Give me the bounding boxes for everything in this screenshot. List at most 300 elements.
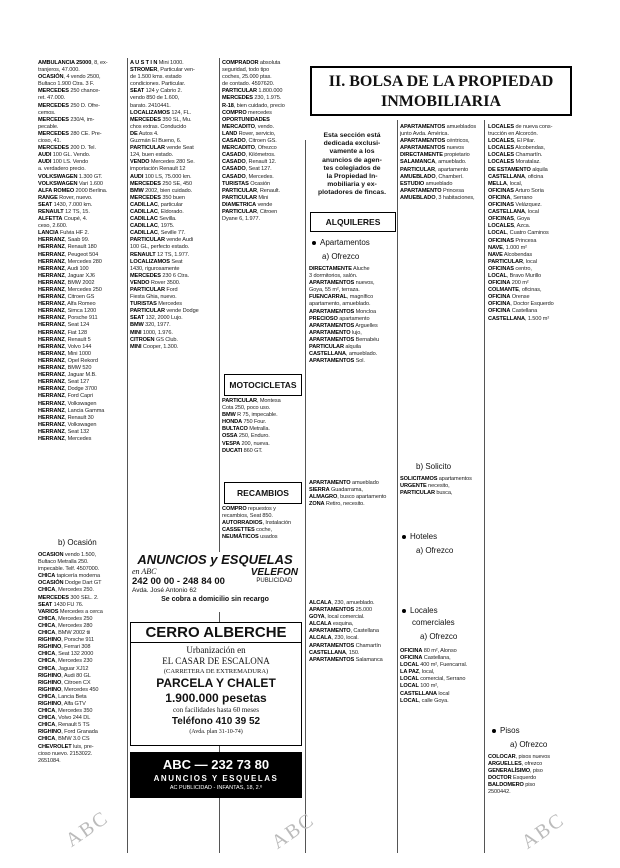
classified-line: AUDI 100 LS. Vendo — [38, 159, 89, 166]
classified-line: VENDO Rover 3500. — [130, 279, 181, 286]
classified-line: 124, buen estado. — [130, 152, 174, 159]
heading-locales-ofrezco: a) Ofrezco — [420, 632, 458, 641]
classified-line: AUDI 100 GL. Vendo. — [38, 152, 91, 159]
classified-line: ALMAGRO, busco apartamento — [309, 494, 387, 501]
classified-line: HERRANZ, Seat 132 — [38, 428, 90, 435]
header-title-line2: INMOBILIARIA — [380, 93, 501, 110]
classified-line: CHICA tapicería moderna — [38, 573, 101, 580]
ad-abc-line2: ANUNCIOS Y ESQUELAS — [153, 774, 279, 783]
classified-line: BULTACO Metralla. — [222, 426, 270, 433]
ad-abc-line3: AC PUBLICIDAD - INFANTAS, 18, 2.º — [169, 785, 263, 791]
classified-line: LOCALES de nueva cons- — [488, 124, 553, 130]
classified-line: MINI 1000, 1.976. — [130, 329, 173, 336]
classified-line: HERRANZ, Jaguar M.B. — [38, 372, 97, 379]
abc-watermark-stamp: ABC — [61, 806, 113, 852]
classified-line: LOCAL comercial, Serrano — [400, 676, 466, 683]
classified-line: HERRANZ, Volkswagen — [38, 400, 97, 407]
classified-line: OFICINAS Velázquez. — [488, 202, 542, 209]
classified-line: COLOCAR, pisos nuevos — [488, 754, 550, 760]
classified-line: OCASIÓN Dodge Dart GT — [38, 580, 102, 587]
heading-locales-sub: comerciales — [412, 618, 455, 627]
classified-line: Cota 250, poco uso. — [222, 405, 271, 412]
classified-line: DIAMETRICA vende — [222, 201, 273, 208]
classified-line: COMPRO repuestos y — [222, 506, 276, 512]
classified-line: cioso, 41. — [38, 138, 61, 145]
ad-cerro-title: CERRO ALBERCHE — [131, 623, 301, 643]
classified-line: R-18, bien cuidado, precio — [222, 102, 285, 109]
classified-line: MINI Cooper, 1.300. — [130, 343, 179, 350]
classified-line: PARTICULAR vende Dodge — [130, 308, 199, 315]
classified-line: CADILLAC, particular — [130, 201, 183, 208]
abc-watermark-stamp: ABC — [267, 808, 319, 854]
classified-line: RIGHINO, Ferrari 308 — [38, 644, 91, 651]
classified-line: HERRANZ, BMW 2002 — [38, 279, 95, 286]
classified-line: CASADO, Mercedes. — [222, 173, 274, 180]
classified-line: MERCEDES 250 chance- — [38, 88, 101, 95]
classified-line: 100 GL, perfecto estado. — [130, 244, 190, 251]
classified-line: PARTICULAR vende Audi — [130, 237, 194, 244]
bullet-icon — [312, 241, 316, 245]
classified-line: OFICINAS Arturo Soria — [488, 187, 544, 194]
classified-line: CHEVROLET luis, pre- — [38, 743, 94, 750]
classified-line: Bultaco 1.900 Ctra. 3 F. — [38, 81, 95, 88]
classified-line: DUCATI 860 GT. — [222, 447, 263, 454]
classified-line: HERRANZ, Volkswagen — [38, 421, 97, 428]
classified-line: STROMER, Particular ven- — [130, 67, 195, 74]
classified-line: CADILLAC, 1975. — [130, 223, 175, 230]
classified-line: TURISTAS Ocasión — [222, 180, 271, 187]
bullet-icon — [492, 729, 496, 733]
classified-line: HERRANZ, Renault 180 — [38, 244, 97, 251]
classified-line: HONDA 750 Four. — [222, 419, 267, 426]
classified-line: CASTELLANA, 1.500 m² — [488, 315, 550, 322]
classified-line: 3 dormitorios, salón. — [309, 273, 358, 280]
classified-line: PRECIOSO apartamento — [309, 315, 370, 322]
classified-line: COLMANTE, oficinas, — [488, 287, 542, 294]
classified-line: seguridad, todo tipo — [222, 67, 270, 74]
ad-cerro-l3: (CARRETERA DE EXTREMADURA) — [163, 668, 269, 675]
classified-line: LOCALES Chamartín. — [488, 152, 543, 159]
classified-line: APARTAMENTOS nuevos — [400, 145, 465, 152]
classified-line: MERCEDES 200 D. Tel. — [38, 145, 96, 152]
classified-line: ret. 47.000. — [38, 95, 66, 102]
classified-line: VOLKSWAGEN Vari 1.600 — [38, 180, 103, 187]
column-rule — [127, 58, 128, 853]
classified-line: RIGHINO, Mercedes 450 — [38, 686, 99, 693]
classified-line: A U S T I N Mini 1000. — [130, 60, 184, 66]
column-rule — [397, 120, 398, 853]
heading-hoteles-label: Hoteles — [410, 532, 438, 541]
classifieds-column-2 — [130, 60, 218, 550]
column-rule — [484, 120, 485, 853]
classified-line: RENAULT 12 TS, 1.977. — [130, 251, 190, 258]
ad-velefon — [128, 552, 302, 612]
classified-line: AMUEBLADO, 3 habitaciones, — [400, 194, 475, 201]
classified-line: LOCAL, calle Goya. — [400, 697, 449, 704]
classified-line: MERCEDES 250 SE, 450 — [130, 180, 193, 187]
classified-line: OFICINA Castellana, — [400, 655, 451, 662]
classified-line: LA PAZ, local, — [400, 669, 435, 676]
classified-line: RIGHINO, Audi 80 GL — [38, 672, 91, 679]
classified-line: HERRANZ, Fiat 128 — [38, 329, 87, 336]
classified-line: MERCEDES 230 6 Ctra. — [130, 272, 189, 279]
classified-line: OFICINA Orense — [488, 294, 530, 301]
classified-line: HERRANZ, Jaguar XJ6 — [38, 272, 95, 279]
heading-apartamentos — [312, 238, 370, 247]
classified-line: MELLA, local, — [488, 180, 523, 187]
classified-line: LOCALIZAMOS 124, FL. — [130, 109, 192, 116]
ad-abc-line1: ABC — 232 73 80 — [162, 757, 270, 772]
classified-line: PARTICULAR Ford — [130, 287, 178, 293]
classified-line: LOCAL 400 m², Fuencarral. — [400, 662, 468, 669]
ad-cerro-l1: Urbanización en — [186, 645, 246, 655]
classified-line: HERRANZ, Audi 100 — [38, 265, 89, 272]
classified-line: Guzmán El Bueno, 6. — [130, 138, 182, 145]
classified-line: AUTORRADIOS, Instalación — [222, 520, 292, 527]
classified-line: NEUMÁTICOS usados — [222, 534, 278, 541]
classifieds-column-3c — [222, 506, 304, 550]
classified-line: DIRECTAMENTE Aluche — [309, 266, 370, 272]
classifieds-column-4c — [309, 600, 396, 850]
ad-velefon-brand: VELEFON — [250, 567, 298, 578]
heading-hoteles — [402, 532, 437, 541]
classified-line: ARGUELLES, ofrezco — [488, 761, 543, 768]
classified-line: LOCALES, Azca. — [488, 223, 531, 230]
notice-line: Esta sección está — [323, 132, 381, 139]
classified-line: GENERALÍSIMO, piso — [488, 768, 543, 775]
classified-line: barato. 2410441. — [130, 102, 171, 109]
notice-block — [309, 132, 395, 198]
classified-line: de contado. 4597620. — [222, 81, 275, 88]
classified-line: CADILLAC Sevilla. — [130, 216, 177, 223]
classified-line: OFICINA Castellana — [488, 308, 538, 315]
classified-line: BMW R 75, impecable. — [222, 412, 278, 419]
ad-cerro-l2: EL CASAR DE ESCALONA — [162, 656, 270, 666]
classified-line: RIGHINO, Citroen CX — [38, 679, 91, 686]
classified-line: HERRANZ, Seat 127 — [38, 379, 90, 386]
classified-line: SEAT 1430 FU 76. — [38, 601, 84, 608]
notice-line: tes colegiados de — [323, 164, 381, 172]
heading-hoteles-ofrezco: a) Ofrezco — [416, 546, 454, 555]
classified-line: OFICINAS Princesa — [488, 237, 537, 244]
classified-line: CHICA, Mercedes 280 — [38, 622, 93, 629]
classified-line: VARIOS Mercedes a cerca — [38, 608, 103, 615]
classifieds-column-5 — [400, 124, 483, 434]
classified-line: HERRANZ, Renault 5 — [38, 336, 91, 343]
classified-line: Dyane 6, 1.977. — [222, 216, 260, 223]
classified-line: LOCALES Alcobendas, — [488, 145, 545, 152]
classified-line: APARTAMENTO, Castellana — [309, 628, 379, 635]
classified-line: CHICA, Jaguar XJ12 — [38, 665, 89, 672]
classified-line: ALCALA esquina, — [309, 621, 354, 628]
classified-line: CASTELLANA local — [400, 690, 450, 697]
classified-line: CHICA, Seat 132 2000 — [38, 651, 94, 658]
classified-line: OFICINA, Serrano — [488, 194, 533, 201]
heading-locales — [402, 606, 438, 615]
classified-line: cioso nuevo. 2153022. — [38, 750, 93, 757]
classified-line: 2500442. — [488, 789, 511, 796]
classified-line: HERRANZ, Alfa Romeo — [38, 301, 96, 308]
classified-line: trucción en Alcorcón. — [488, 131, 538, 138]
section-motocicletas: MOTOCICLETAS — [224, 374, 302, 396]
classified-line: AMUEBLADO, Chamberí. — [400, 173, 464, 180]
bullet-icon — [402, 609, 406, 613]
classified-line: SIERRA Guadarrama, — [309, 487, 363, 494]
classifieds-column-5c — [400, 648, 483, 848]
classifieds-column-3 — [222, 60, 304, 370]
section-recambios: RECAMBIOS — [224, 482, 302, 504]
classified-line: PARTICULAR vende Seat — [130, 145, 194, 152]
classified-line: OPORTUNIDADES — [222, 116, 270, 123]
classified-line: recambios, Seat 850. — [222, 513, 273, 520]
classified-line: CASTELLANA, 150. — [309, 649, 360, 656]
classified-line: CASADO, Renault 12. — [222, 159, 277, 166]
classified-line: PARTICULAR, Citroen — [222, 208, 278, 215]
classifieds-column-1 — [38, 60, 126, 538]
classified-line: APARTAMENTOS Sol. — [309, 358, 365, 365]
classified-line: OFICINAS, Goya — [488, 216, 530, 223]
classified-line: DE ESTAMENTO alquila — [488, 166, 548, 173]
classified-line: BMW 2002, bien cuidado. — [130, 187, 193, 194]
classified-line: HERRANZ, Porsche 911 — [38, 315, 98, 322]
classified-line: VESPA 200, nueva. — [222, 440, 270, 447]
bullet-icon — [402, 535, 406, 539]
heading-locales-label: Locales — [410, 606, 438, 615]
ad-cerro-l5: con facilidades hasta 60 meses — [173, 706, 259, 714]
section-alquileres: ALQUILERES — [310, 212, 396, 232]
classified-line: Fiesta Ghia, nuevo. — [130, 294, 177, 301]
classified-line: CASSETTES coche, — [222, 527, 273, 534]
classified-line: BALDOMERO piso — [488, 782, 536, 789]
classified-line: HERRANZ, Mercedes 280 — [38, 258, 102, 265]
classified-line: RIGHINO, Ford Granada — [38, 729, 98, 736]
classified-line: cemos. — [38, 109, 56, 116]
classified-line: CHICA, Mercedes 350 — [38, 708, 93, 715]
classified-line: ESTUDIO amueblado — [400, 180, 453, 187]
notice-line: vamente a los — [329, 148, 375, 156]
classified-line: CITROEN GS Club. — [130, 336, 178, 343]
ad-cerro-alberche — [130, 622, 302, 746]
classified-line: SEAT 1430, 7.000 km. — [38, 201, 93, 208]
classified-line: GOYA, local comercial. — [309, 614, 365, 621]
classifieds-column-1b — [38, 552, 126, 852]
classified-line: LAND Rover, servicio, — [222, 130, 276, 137]
classified-line: HERRANZ, Dodge 3700 — [38, 386, 98, 393]
classified-line: DE Autos 4. — [130, 130, 159, 137]
classified-line: HERRANZ, Lancia Gamma — [38, 407, 105, 414]
heading-pisos-label: Pisos — [500, 726, 520, 735]
ad-velefon-address: Avda. José Antonio 62 — [132, 587, 197, 594]
classified-line: CASADO, Citroen GS. — [222, 138, 277, 145]
classified-line: CHICA, Lancia Beta — [38, 693, 87, 700]
ad-velefon-en: en ABC — [132, 567, 157, 576]
column-rule — [305, 140, 306, 853]
classified-line: Bultaco Metralla 250. — [38, 559, 89, 566]
classifieds-column-5b — [400, 476, 483, 526]
classifieds-column-6 — [488, 124, 576, 694]
ad-cerro-price: 1.900.000 pesetas — [165, 691, 267, 705]
classified-line: ALCALA, 230, amueblado. — [309, 600, 375, 606]
classified-line: Goya, 55 m², terraza. — [309, 287, 360, 294]
heading-pisos-ofrezco: a) Ofrezco — [510, 740, 548, 749]
classified-line: PARTICULAR, local — [488, 258, 537, 265]
classified-line: APARTAMENTO lujo, — [309, 329, 362, 336]
classified-line: OSSA 250, Enduro. — [222, 433, 270, 440]
classified-line: CASADO, Kilómetros. — [222, 152, 276, 159]
header-title-line1: II. BOLSA DE LA PROPIEDAD — [328, 73, 554, 90]
classified-line: de 1.500 kms. estado — [130, 74, 182, 81]
notice-line: plotadores de fincas. — [318, 189, 386, 197]
classified-line: RANGE Rover, nuevo. — [38, 194, 93, 201]
classified-line: CASTELLANA, amueblado. — [309, 351, 378, 358]
classified-line: CADILLAC, Eldorado. — [130, 208, 184, 215]
notice-line: la Propiedad In- — [326, 173, 378, 181]
classified-line: HERRANZ, Simca 1200 — [38, 308, 97, 315]
classified-line: OFICINA, Doctor Esquerdo — [488, 301, 554, 308]
classified-line: vendo 850 de 1.600, — [130, 95, 180, 102]
classified-line: COMPRADOR absoluta — [222, 60, 281, 66]
classified-line: APARTAMENTO Princesa — [400, 187, 464, 194]
classified-line: APARTAMENTOS Bernabéu — [309, 336, 380, 343]
classified-line: AMBULANCIA 25000, 8, ex- — [38, 60, 108, 66]
classified-line: importación Renault 12 — [130, 166, 186, 173]
classified-line: LOCALIZAMOS Seat — [130, 258, 183, 265]
classified-line: APARTAMENTO amueblado — [309, 480, 379, 486]
section-header-bolsa — [310, 66, 572, 116]
classified-line: SEAT 132, 2000 Lujo. — [130, 315, 183, 322]
ad-velefon-title: ANUNCIOS y ESQUELAS — [137, 552, 293, 567]
classified-line: NAVE Alcobendas — [488, 251, 533, 258]
classified-line: a. verdadero precio. — [38, 166, 86, 173]
ad-abc-anuncios — [130, 752, 302, 798]
classified-line: HERRANZ, Citroen GS — [38, 294, 95, 301]
classified-line: CHICA, BMW 3.0 CS — [38, 736, 90, 743]
classified-line: ALFA ROMEO 2000 Berlina. — [38, 187, 108, 194]
classified-line: MERCEDES 300 SEL. 2. — [38, 594, 99, 601]
classifieds-column-3b — [222, 398, 304, 478]
classified-line: CHICA, Volvo 244 DL — [38, 715, 91, 722]
classified-line: HERRANZ, Mercedes 250 — [38, 287, 102, 293]
classified-line: HERRANZ, Seat 124 — [38, 322, 90, 329]
classified-line: PARTICULAR, Renault. — [222, 187, 280, 194]
classified-line: MERCADITO, Ofrezco — [222, 145, 277, 152]
classified-line: DOCTOR Esquerdo — [488, 775, 537, 782]
classified-line: RIGHINO, Alfa GTV — [38, 700, 86, 707]
classified-line: HERRANZ, Mercedes — [38, 435, 92, 442]
classified-line: APARTAMENTOS nuevos, — [309, 280, 375, 287]
classified-line: OCASIÓN, 4 vendo 2500, — [38, 74, 101, 81]
classified-line: APARTAMENTOS Arguelles — [309, 322, 378, 329]
classified-line: pecable. — [38, 123, 59, 130]
classified-line: CHICA, Mercedes 250 — [38, 615, 93, 622]
classified-line: URGENTE necesito, — [400, 483, 450, 490]
ad-velefon-phone: 242 00 00 - 248 84 00 — [132, 576, 225, 587]
classified-line: MERCEDES 250 D. Ofre- — [38, 102, 100, 109]
classified-line: LOCALES Moratalaz. — [488, 159, 541, 166]
classified-line: RIGHINO, Porsche 911 — [38, 637, 95, 644]
classified-line: HERRANZ, Renault 30 — [38, 414, 94, 421]
classified-line: CASTELLANA, local — [488, 209, 539, 216]
classified-line: chos extras. Conducido — [130, 123, 187, 130]
classified-line: HERRANZ, Saab 99. — [38, 237, 90, 244]
classified-line: ZONA Retiro, necesito. — [309, 501, 365, 508]
classified-line: ALFETTA Coupé, 4. — [38, 216, 88, 223]
classified-line: PARTICULAR 1.800.000 — [222, 88, 283, 95]
section-ocasion: b) Ocasión — [58, 538, 97, 547]
heading-solicito: b) Solicito — [416, 462, 452, 471]
classified-line: 2651084. — [38, 757, 61, 764]
classified-line: CASTELLANA, oficina — [488, 173, 544, 180]
ad-velefon-brand-sub: PUBLICIDAD — [256, 578, 293, 584]
classified-line: coches, 25.000 ptas. — [222, 74, 272, 81]
classified-line: VOLKSWAGEN 1.300 GT. — [38, 173, 103, 180]
classified-line: junto Avda. América. — [400, 131, 449, 138]
classified-line: PARTICULAR alquila — [309, 344, 361, 351]
classified-line: MERCEDES 230/4, im- — [38, 116, 95, 123]
classified-line: SOLICITAMOS apartamentos — [400, 476, 472, 482]
classified-line: SEAT 124 y Cabrio 2. — [130, 88, 182, 95]
classifieds-column-4 — [309, 266, 396, 466]
classified-line: VENDO Mercedes 280 Se. — [130, 159, 195, 166]
classified-line: HERRANZ, Peugeot 504 — [38, 251, 99, 258]
classified-line: APARTAMENTOS Salamanca — [309, 656, 383, 663]
ad-cerro-phone: Teléfono 410 39 52 — [171, 716, 261, 727]
classified-line: LOCALES, El Pilar. — [488, 138, 536, 145]
classified-line: MERCEDES 350 SL, Mu. — [130, 116, 192, 123]
ad-cerro-l4: PARCELA Y CHALET — [156, 676, 276, 690]
classified-line: HERRANZ, Opel Rekord — [38, 357, 98, 364]
classified-line: RENAULT 12 TS, 15. — [38, 208, 90, 215]
classifieds-column-4b — [309, 480, 396, 570]
classified-line: CHICA, Mercedes 230 — [38, 658, 93, 665]
classified-line: OFICINA 80 m², Alonso — [400, 648, 457, 654]
classified-line: LANCIA Fulvia HF 2. — [38, 230, 89, 237]
notice-line: dedicada exclusi- — [323, 140, 381, 148]
classified-line: DIRECTAMENTE propietario — [400, 152, 470, 159]
classified-line: HERRANZ, BMW 520 — [38, 365, 92, 372]
classified-line: LOCAL, Bravo Murillo — [488, 272, 542, 279]
classified-line: OCASIÓN vendo 1.500, — [38, 552, 97, 558]
classified-line: APARTAMENTOS amueblados — [400, 124, 477, 130]
classified-line: COMPRO mercedes — [222, 109, 272, 116]
classified-line: CADILLAC, Seville 77. — [130, 230, 186, 237]
notice-line: mobiliaria y ex- — [327, 181, 377, 189]
classified-line: CHICA, Mercedes 250. — [38, 587, 94, 594]
abc-watermark-stamp: ABC — [517, 808, 569, 854]
classified-line: PARTICULAR, Montesa — [222, 398, 281, 404]
classified-line: 1430, rigurosamente — [130, 265, 180, 272]
classified-line: HERRANZ, Ford Capri — [38, 393, 93, 400]
classified-line: HERRANZ, Volvo 144 — [38, 343, 92, 350]
heading-ofrezco: a) Ofrezco — [322, 252, 360, 261]
classified-line: MERCEDES 280 CE. Pre- — [38, 130, 102, 137]
classified-line: PARTICULAR, apartamento — [400, 166, 469, 173]
classified-line: CASADO, Seat 127. — [222, 166, 272, 173]
classified-line: MERCEDES 350 buen — [130, 194, 185, 201]
classified-line: ALCALA, 230, local. — [309, 635, 359, 642]
heading-apartamentos-label: Apartamentos — [320, 238, 370, 247]
notice-line: anuncios de agen- — [322, 156, 382, 164]
classified-line: LOCAL, Cuatro Caminos — [488, 230, 549, 237]
classified-line: APARTAMENTOS Chamartín — [309, 642, 381, 649]
classified-line: MERCEDES 230, 1.975. — [222, 95, 282, 102]
classified-line: BMW 320, 1977. — [130, 322, 171, 329]
classified-line: impecable. Telf. 4507000. — [38, 566, 100, 573]
classified-line: condiciones. Particular. — [130, 81, 186, 88]
classified-line: apartamento, amueblado. — [309, 301, 371, 308]
classified-line: PARTICULAR Mini — [222, 194, 269, 201]
classified-line: PARTICULAR busca, — [400, 490, 453, 497]
